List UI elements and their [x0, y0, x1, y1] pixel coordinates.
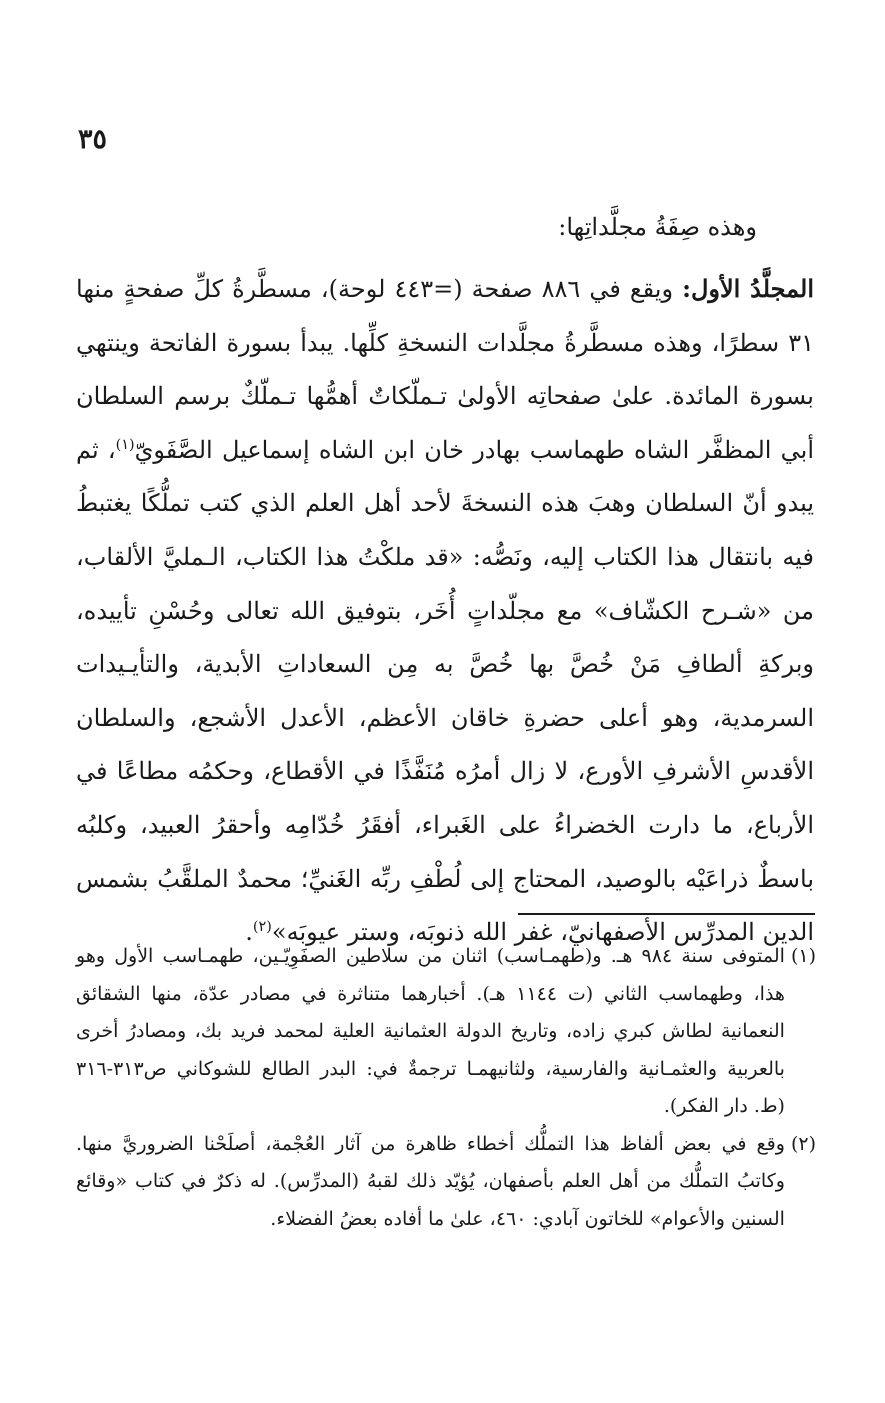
paragraph-end: .: [245, 918, 253, 947]
footnote-number: (١): [790, 945, 816, 967]
footnote-divider: [518, 913, 815, 915]
footnote-text: المتوفى سنة ٩٨٤ هـ. و(طهمـاسب) اثنان من سلاطين الصفَوِيّـين، طهمـاسب الأول وهو هذا، وطهماسب الثاني (ت ١١٤٤ هـ). أخبارهما متناثرة في مصادر عدّة، منها الشقائق النعمانية لطاش كبري زاده، وتاريخ الدولة العثمانية العلية لمحمد فريد بك، ومصادرُ أخرى بالعربية والعثمـانية والفارسية، ولثانيهمـا ترجمةٌ في: البدر الطالع للشوكاني ص٣١٣-٣١٦ (ط. دار الفكر).: [76, 945, 785, 1117]
paragraph-continuation: ، ثم يبدو أنّ السلطان وهبَ هذه النسخةَ لأحد أهل العلم الذي كتب تملُّكًا يغتبطُ فيه بانتقال هذا الكتاب إليه، ونَصُّه: «قد ملكْتُ هذا الكتاب، الـمليَّ الألقاب، من «شـرح الكشّاف» مع مجلّداتٍ أُخَر، بتوفيق الله تعالى وحُسْنِ تأييده، وبركةِ ألطافِ مَنْ خُصَّ بها خُصَّ به مِن السعاداتِ الأبدية، والتأيـيدات السرمدية، وهو أعلى حضرةِ خاقان الأعظم، الأعدل الأشجع، والسلطان الأقدسِ الأشرفِ الأورع، لا زال أمرُه مُنَفَّذًا في الأقطاع، وحكمُه مطاعًا في الأرباع، ما دارت الخضراءُ على الغَبراء، أفقَرُ خُدّامِه وأحقرُ العبيد، وكلبُه باسطٌ ذراعَيْه بالوصيد، المحتاج إلى لُطْفِ ربِّه الغَنيِّ؛ محمدٌ الملقَّبُ بشمس الدين المدرِّس الأصفهانيّ، غفر الله ذنوبَه، وستر عيوبَه»: [76, 435, 814, 947]
footnote-number: (٢): [790, 1132, 816, 1155]
paragraph-text: ويقع في ٨٨٦ صفحة (=٤٤٣ لوحة)، مسطَّرةُ كلِّ صفحةٍ منها ٣١ سطرًا، وهذه مسطَّرةُ مجلَّدات النسخةِ كلِّها. يبدأ بسورة الفاتحة وينتهي بسورة المائدة. علىٰ صفحاتِه الأولىٰ تـملّكاتٌ أهمُّها تـملّكٌ برسم السلطان أبي المظفَّر الشاه طهماسب بهادر خان ابن الشاه إسماعيل الصَّفَويّ: [76, 275, 815, 464]
footnote-1: [76, 938, 816, 1126]
volume-label: المجلَّدُ الأول:: [682, 274, 814, 303]
volume-description-paragraph: [76, 262, 814, 960]
footnote-2: [76, 1126, 816, 1239]
page-number: ٣٥: [78, 124, 108, 155]
footnote-ref-2[interactable]: (٢): [252, 919, 272, 936]
footnote-text: وقع في بعض ألفاظ هذا التملُّك أخطاء ظاهرة من آثار العُجْمة، أصلَحْنا الضروريَّ منها. وكاتبُ التملُّك من أهل العلم بأصفهان، يُؤيّد ذلك لقبهُ (المدرِّس). له ذكرٌ في كتاب «وقائع السنين والأعوام» للخاتون آبادي: ٤٦٠، علىٰ ما أفاده بعضُ الفضلاء.: [76, 1132, 785, 1230]
footnote-ref-1[interactable]: (١): [115, 436, 135, 453]
section-intro: وهذه صِفَةُ مجلَّداتِها:: [558, 213, 757, 241]
footnotes-section: [76, 938, 816, 1238]
